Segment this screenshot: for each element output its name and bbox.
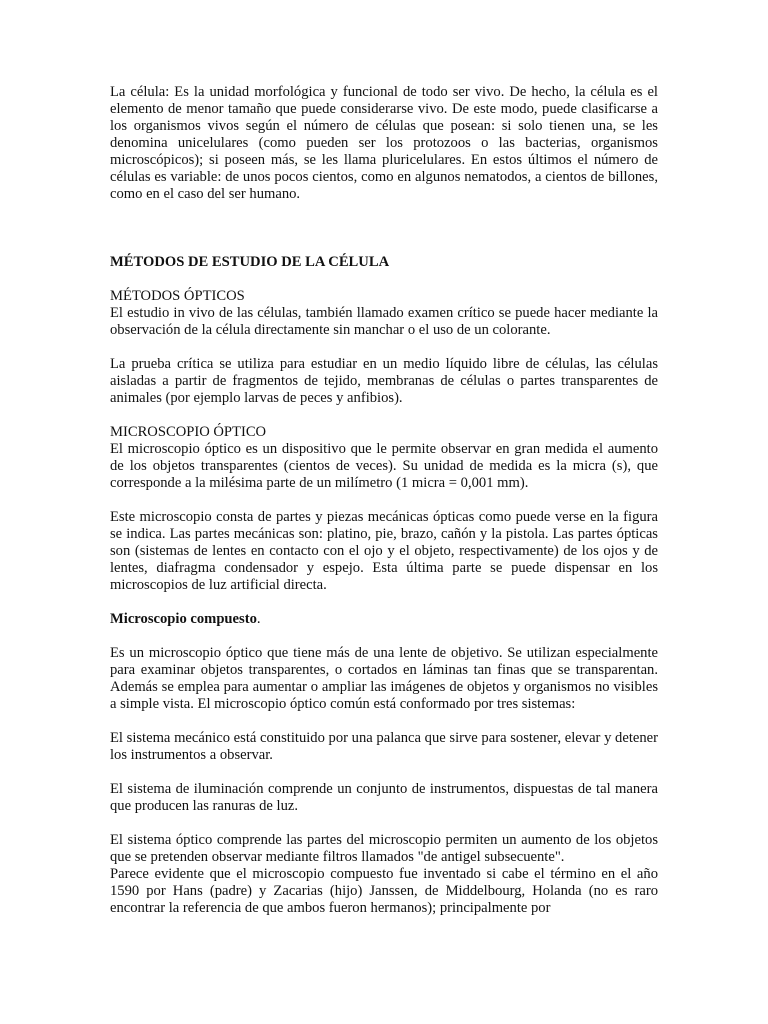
paragraph-estudio-in-vivo: El estudio in vivo de las células, también llamado examen crítico se puede hacer mediante la observación de la célula directamente sin manchar o el uso de un colorante. (110, 305, 658, 338)
paragraph-sistema-mecanico: El sistema mecánico está constituido por una palanca que sirve para sostener, elevar y detener los instrumentos a observar. (110, 730, 658, 763)
section-heading-metodos: MÉTODOS DE ESTUDIO DE LA CÉLULA (110, 254, 390, 270)
heading-microscopio-compuesto (110, 611, 658, 628)
subheading-microscopio-optico: MICROSCOPIO ÓPTICO (110, 424, 267, 440)
paragraph-historia-microscopio: Parece evidente que el microscopio compuesto fue inventado si cabe el término en el año 1590 por Hans (padre) y Zacarias (hijo) Janssen, de Middelbourg, Holanda (no es raro encontrar la referencia de que ambos fueron hermanos); principalmente por (110, 866, 658, 916)
paragraph-microscopio-compuesto: Es un microscopio óptico que tiene más de una lente de objetivo. Se utilizan especialmente para examinar objetos transparentes, o cortados en láminas tan finas que se transparentan. Además se emplea para aumentar o ampliar las imágenes de objetos y organismos no visibles a simple vista. El microscopio óptico común está conformado por tres sistemas: (110, 645, 658, 712)
paragraph-celula-definicion: La célula: Es la unidad morfológica y funcional de todo ser vivo. De hecho, la célula es el elemento de menor tamaño que puede considerarse vivo. De este modo, puede clasificarse a los organismos vivos según el número de células que posean: si solo tienen una, se les denomina unicelulares (como pueden ser los protozoos o las bacterias, organismos microscópicos); si poseen más, se les llama pluricelulares. En estos últimos el número de células es variable: de unos pocos cientos, como en algunos nematodos, a cientos de billones, como en el caso del ser humano. (110, 84, 658, 202)
document-body (110, 84, 658, 917)
paragraph-sistema-optico: El sistema óptico comprende las partes del microscopio permiten un aumento de los objetos que se pretenden observar mediante filtros llamados "de antigel subsecuente". (110, 832, 658, 865)
heading-microscopio-compuesto-period: . (256, 611, 261, 627)
heading-microscopio-compuesto-text: Microscopio compuesto (110, 611, 257, 627)
paragraph-microscopio-optico: El microscopio óptico es un dispositivo que le permite observar en gran medida el aumento de los objetos transparentes (cientos de veces). Su unidad de medida es la micra (s), que corresponde a la milésima parte de un milímetro (1 micra = 0,001 mm). (110, 441, 658, 491)
paragraph-partes-microscopio: Este microscopio consta de partes y piezas mecánicas ópticas como puede verse en la figura se indica. Las partes mecánicas son: platino, pie, brazo, cañón y la pistola. Las partes ópticas son (sistemas de lentes en contacto con el ojo y el objeto, respectivamente) de los ojos y de lentes, diafragma condensador y espejo. Esta última parte se puede dispensar en los microscopios de luz artificial directa. (110, 509, 658, 593)
subheading-metodos-opticos: MÉTODOS ÓPTICOS (110, 288, 245, 304)
paragraph-sistema-iluminacion: El sistema de iluminación comprende un conjunto de instrumentos, dispuestas de tal manera que producen las ranuras de luz. (110, 781, 658, 814)
paragraph-prueba-critica: La prueba crítica se utiliza para estudiar en un medio líquido libre de células, las células aisladas a partir de fragmentos de tejido, membranas de células o partes transparentes de animales (por ejemplo larvas de peces y anfibios). (110, 356, 658, 406)
